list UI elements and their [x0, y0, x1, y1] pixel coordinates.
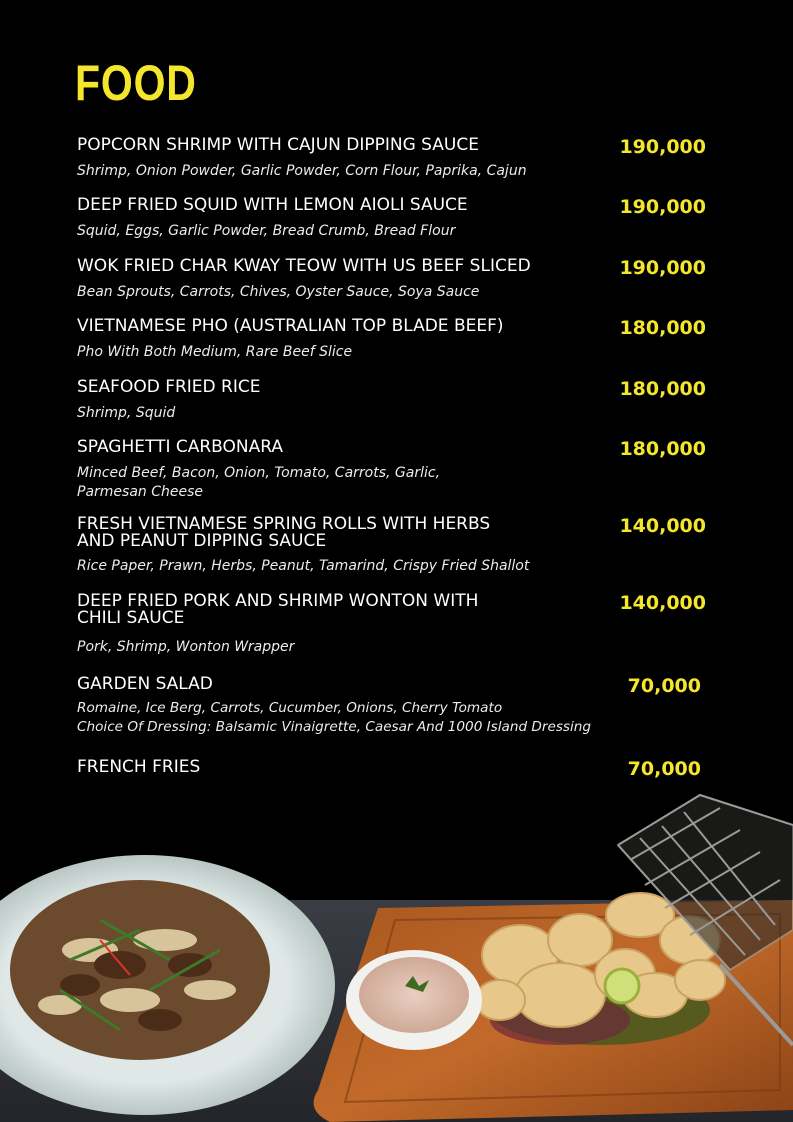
item-description: Shrimp, Onion Powder, Garlic Powder, Corn Flour, Paprika, Cajun: [77, 163, 527, 179]
item-price: 180,000: [619, 378, 706, 400]
item-description: Squid, Eggs, Garlic Powder, Bread Crumb, Bread Flour: [77, 223, 456, 239]
section-title: FOOD: [75, 55, 197, 111]
item-name: POPCORN SHRIMP WITH CAJUN DIPPING SAUCE: [77, 135, 479, 155]
menu-item: [77, 318, 717, 362]
item-name: DEEP FRIED SQUID WITH LEMON AIOLI SAUCE: [77, 195, 468, 215]
menu-item: [77, 258, 717, 302]
item-price: 190,000: [619, 196, 706, 218]
menu-item: [77, 439, 717, 502]
menu-item: [77, 137, 717, 181]
menu-item: [77, 757, 717, 780]
item-price: 70,000: [627, 675, 701, 697]
item-name: VIETNAMESE PHO (AUSTRALIAN TOP BLADE BEEF): [77, 316, 504, 336]
menu-item: [77, 197, 717, 241]
item-price: 70,000: [627, 758, 701, 780]
item-price: 180,000: [619, 438, 706, 460]
item-price: 180,000: [619, 317, 706, 339]
item-description: Bean Sprouts, Carrots, Chives, Oyster Sauce, Soya Sauce: [77, 284, 480, 300]
item-description: Pork, Shrimp, Wonton Wrapper: [77, 639, 295, 655]
item-price: 140,000: [619, 592, 706, 614]
item-description: Pho With Both Medium, Rare Beef Slice: [77, 344, 353, 360]
food-photo: [0, 790, 793, 1122]
item-name: SPAGHETTI CARBONARA: [77, 437, 284, 457]
item-name: SEAFOOD FRIED RICE: [77, 377, 261, 397]
menu-item: [77, 379, 717, 423]
item-name: WOK FRIED CHAR KWAY TEOW WITH US BEEF SLICED: [77, 256, 531, 276]
item-price: 190,000: [619, 257, 706, 279]
item-price: 190,000: [619, 136, 706, 158]
item-description: Shrimp, Squid: [77, 405, 176, 421]
item-name: FRENCH FRIES: [77, 757, 201, 777]
menu-item: [77, 676, 717, 737]
item-name: FRESH VIETNAMESE SPRING ROLLS WITH HERBS AND PEANUT DIPPING SAUCE: [77, 514, 491, 551]
item-name: GARDEN SALAD: [77, 674, 213, 694]
item-description: Minced Beef, Bacon, Onion, Tomato, Carrots, Garlic, Parmesan Cheese: [77, 465, 441, 500]
item-description: Rice Paper, Prawn, Herbs, Peanut, Tamarind, Crispy Fried Shallot: [77, 558, 530, 574]
menu-item: [77, 593, 717, 657]
item-name: DEEP FRIED PORK AND SHRIMP WONTON WITH CHILI SAUCE: [77, 591, 479, 628]
item-price: 140,000: [619, 515, 706, 537]
item-description: Romaine, Ice Berg, Carrots, Cucumber, Onions, Cherry Tomato Choice Of Dressing: Balsamic Vinaigrette, Caesar And 1000 Island Dressing: [77, 700, 592, 735]
menu-item: [77, 516, 717, 576]
